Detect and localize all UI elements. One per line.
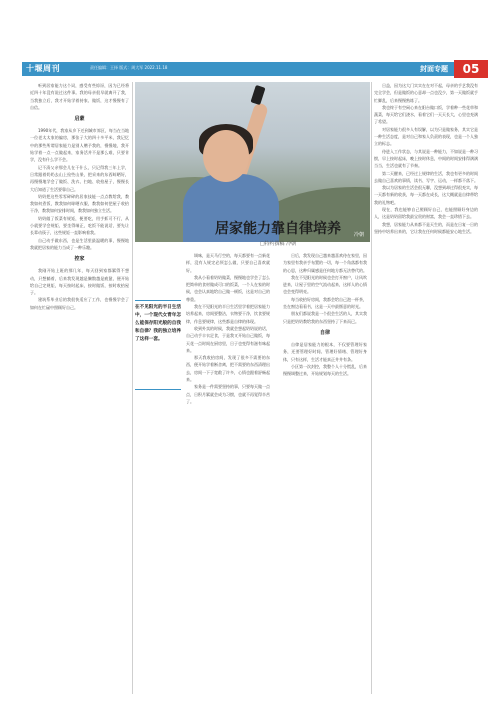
photo-face	[203, 130, 249, 182]
body-paragraph: 日益，因为这大门实实在在对不起，母亲的手艺我没有完全学会，但是做饭的心意却一点也没少，第一天做饭就手忙脚乱，后来慢慢熟练了。	[374, 83, 478, 103]
body-paragraph: 待进入工作状态，与其说是一种能力，不如说是一种习惯，早上按时起床，晚上按时休息，中间的时间安排得满满当当，生活也就有了节奏。	[374, 148, 478, 169]
body-paragraph: 自己动手做东西，也是生活里最温暖的事，慢慢地我就把居家的能力当成了一种乐趣。	[30, 237, 129, 250]
body-paragraph: 我在不见阳光的时候也会打开窗户，让风吹进来，让屋子里的空气流动起来，这样人的心情也会变得明亮。	[283, 274, 367, 295]
article-title: 居家能力靠自律培养	[215, 221, 341, 237]
body-paragraph: 奶奶做了饭菜有规矩，便要吃，用手抓可不行，从小就要学会规矩，要坐得端正，吃饭不能说话，要先让长辈动筷子，这些规矩一直影响着我。	[30, 215, 129, 236]
pull-quote-text: 在不见阳光的半日生活中，一个现代女青年怎么能保存阳光般的自我和自律？我的独立培养了这样一套。	[135, 305, 181, 342]
body-paragraph: 奶奶把这些零零碎碎的居家技能一点点教给我，教我如何煮饭，教我如何晾晒衣服，教我如何把屋子收拾干净，教我如何安排时间，教我如何独立生活。	[30, 193, 129, 214]
body-paragraph: 日后，我发现自己越来越喜欢待在家里，因为家里有我亲手布置的一切，每一个角落都有我的心思，这种归属感是任何地方都无法替代的。	[283, 253, 367, 273]
body-paragraph: 建筑系毕业后的我很快适应了工作，也慢慢学会了如何在忙碌中照顾好自己。	[30, 297, 129, 310]
body-paragraph: 听到居家能力这个词，感受有些惊讶，因为已经将近四十年没有说过这件事。我的母亲很早就离开了我，当我独立后，我才开始学着持家、做饭，这才慢慢有了自信。	[30, 83, 129, 110]
body-paragraph: 对居家能力很多人有误解，以为只是做家务，其实它是一种生活态度，是对自己和家人负责的表现，也是一个人独立的标志。	[374, 126, 478, 147]
body-paragraph: 1990年代，我家从乡下迁到城市郊区，每当在当地一位老太太家的偏房，那张子大的四十多平米，我记忆中的那些所谓居家能力是别人赠予我的，慢慢地，我开始学着一点一点做起来，家务活并不是那么难，只要肯学，没有什么学不会。	[30, 128, 129, 163]
body-paragraph: 调味，是天马行空的，每天都要有一点新花样，没有人规定必须怎么做，只要自己喜欢就好。	[186, 253, 270, 273]
column-divider	[132, 82, 133, 694]
section-subhead: 自律	[319, 329, 330, 336]
body-paragraph: 朋友们都说我是一个很会生活的人，其实我只是把奶奶教给我的东西坚持了下来而已。	[283, 311, 367, 324]
body-paragraph: 我以为居家的生活会很无聊，没想到却过得很充实，每一天都有新的收获，每一天都在成长，这大概就是自律带给我的礼物吧。	[374, 185, 478, 205]
body-paragraph: 那天我收拾房间，发现了很多不需要的东西，便开始学着断舍离，把不需要的东西清理出去，房间一下子宽敞了许多，心情也跟着舒畅起来。	[186, 355, 270, 383]
column-divider	[371, 82, 372, 694]
column-middle-2	[283, 252, 367, 694]
body-paragraph: 记不清父亲那会儿在干什么，只记得我三年上学，日常跟着奶奶去山上捡些山果，把采来的东西晾晒好，再慢慢地学会了做饭、洗衣、扫地、收拾屋子，慢慢长大后知道了生活要靠自己。	[30, 164, 129, 192]
body-paragraph: 第二天醒来，已经过上规律的生活，我也有更多的时间去做自己喜欢的事情，读书、写字、运动，一样都不落下。	[374, 170, 478, 183]
body-paragraph: 小区第一次封控，我整个人十分慌乱，后来慢慢调整过来，开始规划每天的生活。	[283, 363, 367, 377]
body-paragraph: 我从小看着奶奶做菜，慢慢地也学会了怎么把简单的食材做成可口的饭菜，一个人在家的时候，也会认真地给自己做一顿饭，这是对自己的尊重。	[186, 274, 270, 302]
body-paragraph: 收到外卖的时候，我就会想起奶奶说的话，自己动手丰衣足食，于是我又开始自己做饭，每天花一点时间在厨房里，日子也变得有滋有味起来。	[186, 325, 270, 353]
body-paragraph: 家务是一件需要坚持的事，只要每天做一点点，日积月累就会成为习惯，也就不再觉得辛苦了。	[186, 384, 270, 404]
masthead: 十堰周刊	[26, 64, 60, 73]
page-header	[22, 62, 488, 76]
body-paragraph: 我刚开始上班的那几年，每天回到家都累得不想动，只想躺着，后来我发现越是懒散越是疲惫，便开始给自己定规矩，每天按时起床，按时做饭，按时收拾屋子。	[30, 268, 129, 296]
column-right	[374, 82, 478, 694]
page-number: 05	[454, 60, 488, 78]
column-middle-1	[186, 252, 270, 694]
pull-quote	[135, 300, 181, 390]
article-byline: □特约撰稿 冷朝	[259, 241, 297, 247]
section-subhead: 控家	[74, 256, 85, 263]
editors-line: 责任编辑：王择 版式：周大军 2022.11.18	[90, 65, 168, 70]
section-subhead: 启蒙	[74, 116, 85, 123]
body-paragraph: 我也终于有空闲心来在阳台做口饭，学着种一些花草和蔬菜，每天给它们浇水，看着它们一天天长大，心里也充满了希望。	[374, 104, 478, 125]
photo-phone	[250, 85, 265, 105]
body-paragraph: 每当收拾好房间，我都会给自己泡一杯茶，坐在窗边看看书，这是一天中最惬意的时光。	[283, 296, 367, 310]
body-paragraph: 我想，居家能力从来都不是天生的，而是在日复一日的坚持中培养出来的，它让我在任何时候都能安心地生活。	[374, 221, 478, 234]
section-title: 封面专题	[420, 65, 448, 73]
body-paragraph: 现在，我也能够自己照顾好自己，也能照顾好身边的人，这是奶奶留给我最宝贵的财富，我会一直珍惜下去。	[374, 207, 478, 220]
body-paragraph: 自律是居家能力的根本，不仅要管理好家务，还要管理好时间、管理好情绪、管理好身体，只有这样，生活才能真正井井有条。	[283, 341, 367, 362]
photo-caption: 冷朝	[353, 232, 364, 238]
column-left	[30, 82, 129, 694]
body-paragraph: 我在不见阳光的半日生活里学着把居家能力培养起来，房间要整洁，衣物要干净，饮食要规律，作息要规律，这些都是自律的体现。	[186, 304, 270, 324]
